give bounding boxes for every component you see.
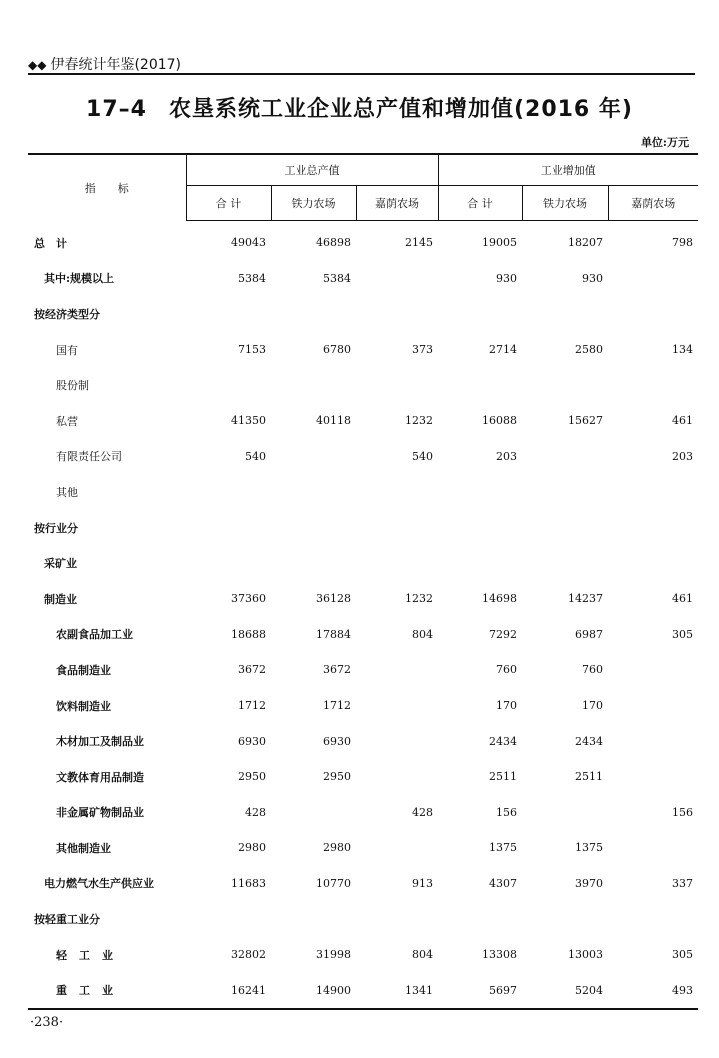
- table-cell: [608, 474, 698, 510]
- table-cell: [356, 261, 438, 297]
- table-cell: [356, 759, 438, 795]
- table-cell: [356, 901, 438, 937]
- table-cell: 5697: [438, 972, 522, 1009]
- group-header-output: 工业总产值: [186, 154, 438, 186]
- table-row: [28, 652, 698, 688]
- table-cell: 461: [672, 592, 693, 606]
- table-cell: [271, 545, 356, 581]
- table-cell: 2950: [238, 770, 266, 784]
- table-cell: [608, 545, 698, 581]
- table-cell: 305: [672, 948, 693, 962]
- table-cell: 46898: [316, 236, 351, 250]
- table-cell: 13308: [482, 948, 517, 962]
- table-cell: 13003: [568, 948, 603, 962]
- row-label: 私营: [56, 414, 78, 428]
- row-label: 其他: [56, 485, 78, 499]
- table-cell: 7153: [238, 343, 266, 357]
- table-cell: [438, 296, 522, 332]
- table-row: [28, 403, 698, 439]
- row-label: 非金属矿物制品业: [56, 806, 144, 820]
- table-cell: 2434: [575, 734, 603, 748]
- table-cell: 1712: [238, 699, 266, 713]
- table-body: [28, 221, 698, 1010]
- row-label: 按轻重工业分: [34, 913, 100, 927]
- table-cell: 6930: [238, 734, 266, 748]
- table-cell: 203: [496, 449, 517, 463]
- col-header: 合 计: [438, 186, 522, 221]
- table-cell: 6930: [323, 734, 351, 748]
- table-cell: [608, 723, 698, 759]
- row-label: 食品制造业: [56, 663, 111, 677]
- table-cell: 11683: [231, 876, 266, 890]
- row-label: 文教体育用品制造: [56, 770, 144, 784]
- table-row: [28, 617, 698, 653]
- table-row: [28, 221, 698, 261]
- page-title: [0, 92, 719, 123]
- table-row: [28, 688, 698, 724]
- table-cell: [438, 545, 522, 581]
- table-cell: [608, 901, 698, 937]
- table-cell: 170: [582, 699, 603, 713]
- table-cell: 305: [672, 627, 693, 641]
- table-cell: [438, 510, 522, 546]
- row-label: 电力燃气水生产供应业: [44, 877, 154, 891]
- table-cell: [608, 367, 698, 403]
- table-cell: 156: [496, 805, 517, 819]
- table-cell: 2980: [323, 841, 351, 855]
- table-cell: 1232: [405, 592, 433, 606]
- table-row: [28, 510, 698, 546]
- table-cell: 2950: [323, 770, 351, 784]
- table-cell: [356, 545, 438, 581]
- table-cell: [522, 510, 608, 546]
- table-cell: 804: [412, 627, 433, 641]
- table-cell: 31998: [316, 948, 351, 962]
- table-cell: [356, 296, 438, 332]
- header-rule: [28, 73, 695, 75]
- table-cell: [186, 296, 271, 332]
- table-cell: 2980: [238, 841, 266, 855]
- table-cell: 913: [412, 876, 433, 890]
- table-cell: [608, 652, 698, 688]
- table-cell: 3672: [238, 663, 266, 677]
- table-cell: 3672: [323, 663, 351, 677]
- table-cell: 2145: [405, 236, 433, 250]
- table-cell: 19005: [482, 236, 517, 250]
- table-cell: [438, 367, 522, 403]
- table-cell: 1375: [575, 841, 603, 855]
- table-cell: 6780: [323, 343, 351, 357]
- table-cell: 804: [412, 948, 433, 962]
- table-number: 17–4: [86, 97, 147, 122]
- row-label: 制造业: [44, 592, 77, 606]
- book-title: 伊春统计年鉴(2017): [50, 57, 182, 73]
- table-cell: 16088: [482, 414, 517, 428]
- table-row: [28, 439, 698, 475]
- group-header-added-value: 工业增加值: [438, 154, 698, 186]
- table-cell: 930: [496, 271, 517, 285]
- table-cell: 17884: [316, 627, 351, 641]
- table-row: [28, 937, 698, 973]
- page-number: ·238·: [30, 1015, 64, 1030]
- table-cell: 930: [582, 271, 603, 285]
- table-cell: 461: [672, 414, 693, 428]
- table-title: 农垦系统工业企业总产值和增加值(2016 年): [168, 97, 633, 122]
- table-cell: 760: [582, 663, 603, 677]
- running-header: [28, 54, 181, 74]
- table-cell: 1712: [323, 699, 351, 713]
- table-cell: 18207: [568, 236, 603, 250]
- table-cell: [186, 474, 271, 510]
- table-cell: 337: [672, 876, 693, 890]
- col-header: 合 计: [186, 186, 271, 221]
- table-cell: [271, 439, 356, 475]
- table-cell: 40118: [316, 414, 351, 428]
- table-cell: [522, 296, 608, 332]
- row-label: 其中:规模以上: [44, 272, 115, 286]
- row-label: 其他制造业: [56, 841, 111, 855]
- table-cell: 32802: [231, 948, 266, 962]
- col-header: 嘉荫农场: [356, 186, 438, 221]
- col-header: 铁力农场: [271, 186, 356, 221]
- table-cell: [356, 723, 438, 759]
- table-cell: [271, 901, 356, 937]
- table-cell: 7292: [489, 627, 517, 641]
- statistics-table: [28, 153, 698, 1010]
- table-cell: [271, 296, 356, 332]
- col-header: 嘉荫农场: [608, 186, 698, 221]
- unit-label: 单位:万元: [640, 136, 689, 149]
- table-cell: 170: [496, 699, 517, 713]
- table-cell: 760: [496, 663, 517, 677]
- table-cell: 37360: [231, 592, 266, 606]
- table-cell: [271, 510, 356, 546]
- row-label: 国有: [56, 343, 78, 357]
- table-cell: 10770: [316, 876, 351, 890]
- table-row: [28, 296, 698, 332]
- table-cell: 6987: [575, 627, 603, 641]
- table-cell: [522, 901, 608, 937]
- row-label: 重工业: [28, 972, 186, 1009]
- table-cell: 3970: [575, 876, 603, 890]
- table-cell: [438, 474, 522, 510]
- table-cell: [271, 367, 356, 403]
- table-cell: 1232: [405, 414, 433, 428]
- table-cell: [356, 367, 438, 403]
- table-cell: [438, 901, 522, 937]
- diamond-bullet-icon: ◆◆: [28, 58, 47, 72]
- table-cell: [356, 830, 438, 866]
- table-cell: [608, 830, 698, 866]
- table-cell: [522, 474, 608, 510]
- table-cell: 1341: [356, 972, 438, 1009]
- table-cell: 2434: [489, 734, 517, 748]
- row-label: 木材加工及制品业: [56, 735, 144, 749]
- table-cell: 15627: [568, 414, 603, 428]
- table-row: [28, 581, 698, 617]
- table-cell: 1375: [489, 841, 517, 855]
- table-cell: 16241: [186, 972, 271, 1009]
- table-cell: 2511: [575, 770, 603, 784]
- table-cell: 203: [672, 449, 693, 463]
- row-label: 总 计: [34, 236, 67, 250]
- table-cell: [522, 545, 608, 581]
- table-cell: [356, 688, 438, 724]
- table-cell: [522, 795, 608, 831]
- table-row: [28, 866, 698, 902]
- table-row: [28, 759, 698, 795]
- col-header: 铁力农场: [522, 186, 608, 221]
- table-row: [28, 367, 698, 403]
- table-row: [28, 545, 698, 581]
- table-cell: [608, 759, 698, 795]
- table-row: [28, 723, 698, 759]
- table-cell: 134: [672, 343, 693, 357]
- table-row: [28, 474, 698, 510]
- table-row: [28, 830, 698, 866]
- table-cell: 14698: [482, 592, 517, 606]
- table-cell: [186, 545, 271, 581]
- row-label: 农副食品加工业: [56, 628, 133, 642]
- table-cell: 2580: [575, 343, 603, 357]
- table-cell: [356, 474, 438, 510]
- row-label: 按经济类型分: [34, 307, 100, 321]
- indicator-header: 指 标: [28, 154, 186, 221]
- table-cell: 5384: [323, 271, 351, 285]
- table-cell: [186, 510, 271, 546]
- table-cell: 798: [672, 236, 693, 250]
- table-cell: [186, 367, 271, 403]
- table-cell: [608, 261, 698, 297]
- table-cell: [522, 367, 608, 403]
- row-label: 有限责任公司: [56, 450, 122, 464]
- table-cell: 41350: [231, 414, 266, 428]
- table-cell: [186, 901, 271, 937]
- table-cell: [522, 439, 608, 475]
- table-cell: 428: [245, 805, 266, 819]
- table-cell: 540: [245, 449, 266, 463]
- table-cell: 5384: [238, 271, 266, 285]
- row-label: 轻工业: [56, 948, 125, 962]
- table-cell: 2714: [489, 343, 517, 357]
- table-cell: 36128: [316, 592, 351, 606]
- table-cell: 4307: [489, 876, 517, 890]
- table-cell: 14900: [271, 972, 356, 1009]
- table-cell: [608, 688, 698, 724]
- table-row: [28, 901, 698, 937]
- table-cell: 14237: [568, 592, 603, 606]
- table-cell: 156: [672, 805, 693, 819]
- table-row: [28, 972, 698, 1009]
- table-cell: 2511: [489, 770, 517, 784]
- table-cell: [356, 652, 438, 688]
- row-label: 按行业分: [34, 521, 78, 535]
- table-cell: [608, 510, 698, 546]
- row-label: 饮料制造业: [56, 699, 111, 713]
- table-row: [28, 332, 698, 368]
- table-cell: [271, 795, 356, 831]
- table-cell: 5204: [522, 972, 608, 1009]
- table-cell: 540: [412, 449, 433, 463]
- table-cell: 493: [608, 972, 698, 1009]
- table-cell: [608, 296, 698, 332]
- table-cell: 373: [412, 343, 433, 357]
- table-cell: 428: [412, 805, 433, 819]
- table-cell: [271, 474, 356, 510]
- table-cell: 49043: [231, 236, 266, 250]
- table-row: [28, 795, 698, 831]
- table-cell: [356, 510, 438, 546]
- table-row: [28, 261, 698, 297]
- row-label: 股份制: [56, 379, 89, 393]
- table-cell: 18688: [231, 627, 266, 641]
- row-label: 采矿业: [44, 557, 77, 571]
